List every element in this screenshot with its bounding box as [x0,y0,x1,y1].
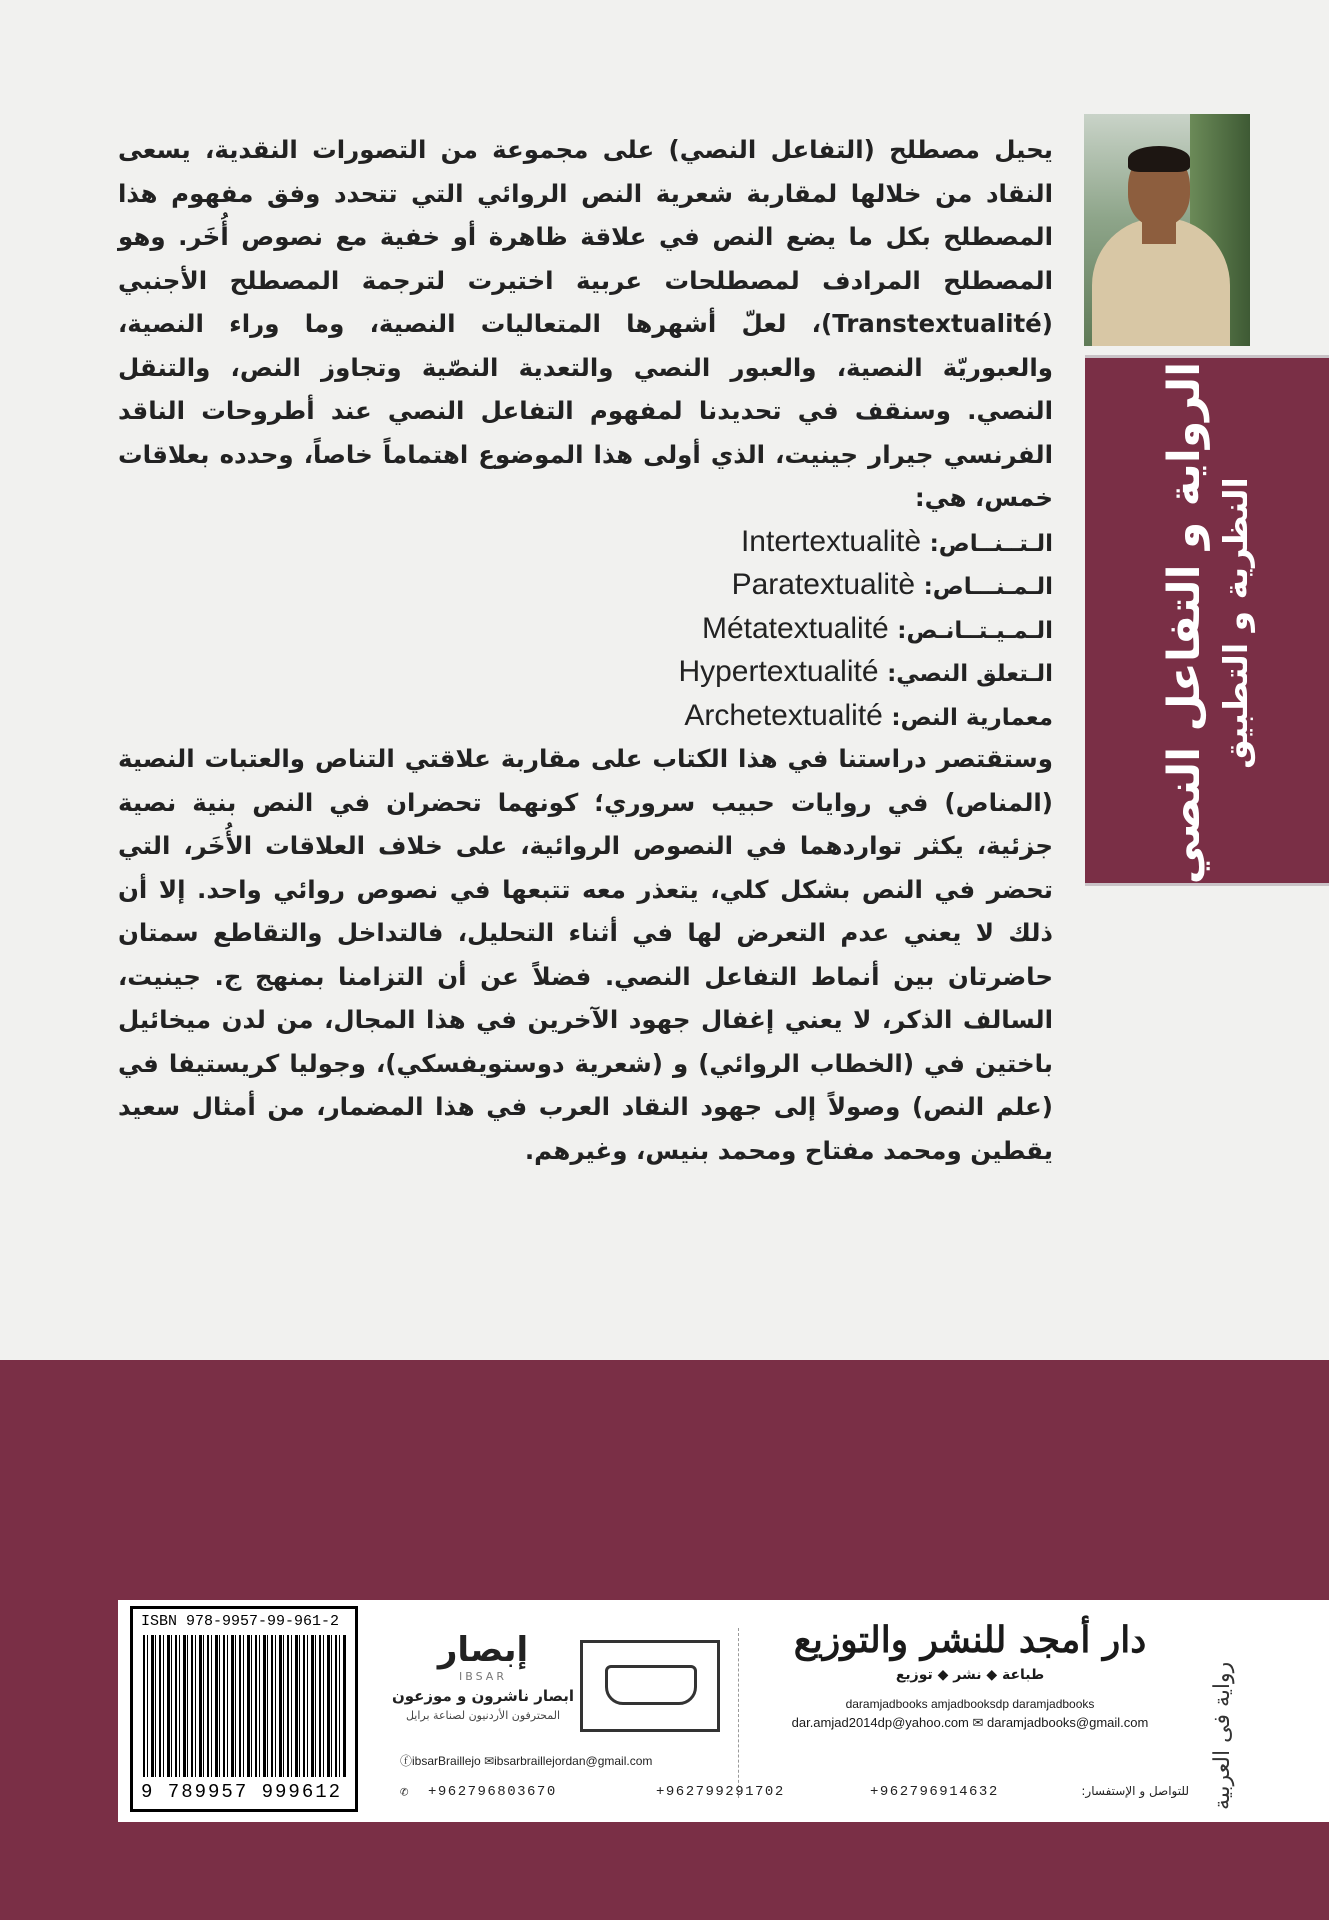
ibsar-phone: +962796803670 [428,1784,557,1800]
author-hair [1128,146,1190,172]
relation-ar: الـتعلق النصي: [887,661,1053,687]
amjad-email-yahoo: dar.amjad2014dp@yahoo.com [791,1715,969,1730]
publisher-divider [738,1628,739,1798]
relation-item [118,563,1053,607]
relation-ar: الـمـيـتــانـص: [897,617,1053,644]
barcode-bars [143,1635,347,1777]
amjad-phone-2: +962796914632 [870,1784,999,1800]
relation-item [118,650,1053,694]
amjad-social: daramjadbooks amjadbooksdp daramjadbooks [845,1697,1095,1711]
ibsar-book-logo-icon [580,1640,720,1732]
relation-ar: الـتــنــاص: [929,530,1053,557]
book-title [1156,362,1258,884]
mail-icon: ✉ [484,1754,495,1768]
mail-icon: ✉ [972,1715,988,1730]
relation-fr: Paratextualitè [731,568,916,601]
relation-fr: Archetextualité [684,698,883,732]
amjad-name: دار أمجد للنشر والتوزيع [793,1619,1147,1661]
relation-item [118,694,1053,738]
ibsar-tagline: ابصار ناشرون و موزعون [391,1687,575,1705]
relation-item [118,607,1053,651]
amjad-services: طباعة ◆ نشر ◆ توزيع [895,1667,1045,1683]
book-subtitle: النظرية و التطبيق [1216,477,1255,769]
amjad-email-gmail: daramjadbooks@gmail.com [987,1715,1149,1730]
ibsar-email: ibsarbraillejordan@gmail.com [494,1754,653,1768]
study-paragraph: وستقتصر دراستنا في هذا الكتاب على مقاربة علاقتي التناص والعتبات النصية (المناص) في روايات حبيب سروري؛ كونهما تحضران في النص بنية نصية جزئية، يكثر تواردهما في النصوص الروائية، على خلاف العلاقات الأُخَر، التي تحضر في النص بشكل كلي، يتعذر معه تتبعها في نصوص روائي واحد. إلا أن ذلك لا يعني عدم التعرض لها في أثناء التحليل، فالتداخل والتقاطع سمتان حاضرتان بين أنماط التفاعل النصي. فضلاً عن أن التزامنا بمنهج ج. جينيت، السالف الذكر، لا يعني إغفال جهود الآخرين في هذا المجال، من لدن ميخائيل باختين في (الخطاب الروائي) و (شعرية دوستويفسكي)، وجوليا كريستيفا في (علم النص) وصولاً إلى جهود النقاد العرب في هذا المضمار، من أمثال سعيد يقطين ومحمد مفتاح ومحمد بنيس، وغيرهم. [118,744,1053,1165]
relations-list [118,520,1053,738]
glasses-icon [605,1665,697,1705]
author-photo [1084,114,1250,346]
calligraphy-signature: رواية فى العربية [1210,1661,1235,1810]
contact-label: للتواصل و الإستفسار: [1081,1784,1189,1798]
relation-ar: معمارية النص: [891,704,1053,731]
relation-fr: Hypertextualité [678,655,879,688]
relation-fr: Métatextualité [701,611,889,645]
amjad-emails [760,1715,1180,1731]
ibsar-contacts [400,1752,652,1769]
side-title-band [1085,355,1329,886]
ibsar-subtagline: المحترفون الأردنيون لصناعة برايل [405,1709,561,1722]
phone-icon: ✆ [400,1785,410,1801]
book-title-main: الرواية و التفاعل النصي [1159,361,1210,885]
relation-ar: الـمـنـــاص: [923,574,1053,600]
relation-fr: Intertextualitè [740,524,922,558]
ibsar-name: إبصار [437,1630,529,1670]
ibsar-latin: IBSAR [459,1670,507,1683]
facebook-icon: ⓕ [400,1754,413,1768]
isbn-digits: 9 789957 999612 [141,1781,343,1803]
relation-item [118,520,1053,564]
intro-paragraph: يحيل مصطلح (التفاعل النصي) على مجموعة من التصورات النقدية، يسعى النقاد من خلالها لمقاربة شعرية النص الروائي التي تتحدد وفق مفهوم هذا المصطلح بكل ما يضع النص في علاقة ظاهرة أو خفية مع نصوص أُخَر. وهو المصطلح المرادف لمصطلحات عربية اختيرت لترجمة المصطلح الأجنبي (Transtextualité)، لعلّ أشهرها المتعاليات النصية، وما وراء النصية، والعبوريّة النصية، والعبور النصي والتعدية النصّية وتجاوز النص، والتنقل النصي. وسنقف في تحديدنا لمفهوم التفاعل النصي عند أطروحات الناقد الفرنسي جيرار جينيت، الذي أولى هذا الموضوع اهتماماً خاصاً، وحدده بعلاقات خمس، هي: [118,135,1053,512]
back-cover-text [118,128,1053,1172]
isbn-barcode [130,1606,358,1812]
ibsar-facebook: ibsarBraillejo [412,1754,481,1768]
amjad-phone-1: +962799291702 [656,1784,785,1800]
isbn-label: ISBN 978-9957-99-961-2 [141,1613,340,1630]
